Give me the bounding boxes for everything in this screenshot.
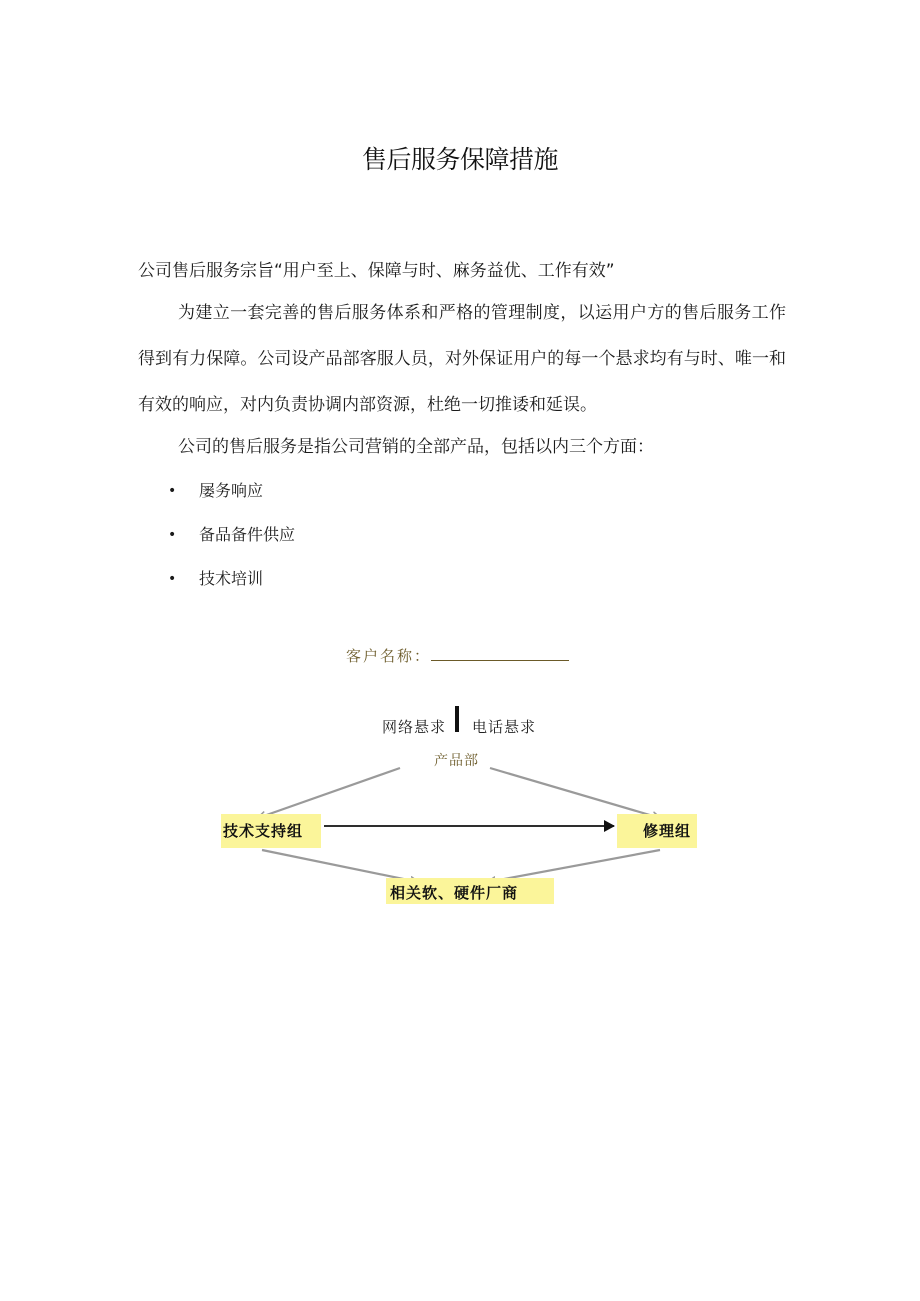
list-item <box>168 522 295 566</box>
customer-name-label: 客户名称： <box>346 647 432 665</box>
separator-bar <box>455 706 459 732</box>
phone-request-label: 电话悬求 <box>472 718 537 736</box>
intro-paragraph: 为建立一套完善的售后服务体系和严格的管理制度，以运用户方的售后服务工作得到有力保障。公司设产品部客服人员，对外保证用户的每一个悬求均有与时、唯一和有效的响应，对内负责协调内部资源，杜绝一切推诿和延误。 <box>138 303 786 415</box>
bullet-icon: • <box>168 571 177 587</box>
service-flow-diagram <box>200 700 720 910</box>
list-item-label: 备品备件供应 <box>199 525 296 544</box>
repair-group-box: 修理组 <box>617 814 697 848</box>
bullet-icon: • <box>168 527 177 543</box>
principle-quote: “用户至上、保障与时、麻务益优、工作有效” <box>274 261 615 281</box>
service-scope-list <box>168 478 295 610</box>
list-item-label: 屡务响应 <box>199 481 264 500</box>
scope-paragraph: 公司的售后服务是指公司营销的全部产品，包括以内三个方面： <box>178 437 654 457</box>
list-item-label: 技术培训 <box>199 569 264 588</box>
principle-prefix: 公司售后服务宗旨 <box>138 261 274 281</box>
arrow-dept-to-repair <box>490 768 660 818</box>
product-dept-label: 产品部 <box>434 753 479 769</box>
page-title: 售后服务保障措施 <box>361 145 558 174</box>
customer-name-field <box>346 645 569 666</box>
list-item <box>168 566 295 610</box>
customer-name-blank <box>431 646 569 661</box>
network-request-label: 网络悬求 <box>382 718 447 736</box>
list-item <box>168 478 295 522</box>
tech-support-box: 技术支持组 <box>221 814 321 848</box>
vendors-box: 相关软、硬件厂商 <box>386 878 554 904</box>
bullet-icon: • <box>168 483 177 499</box>
arrow-dept-to-tech <box>258 768 400 818</box>
service-principle <box>138 256 615 281</box>
